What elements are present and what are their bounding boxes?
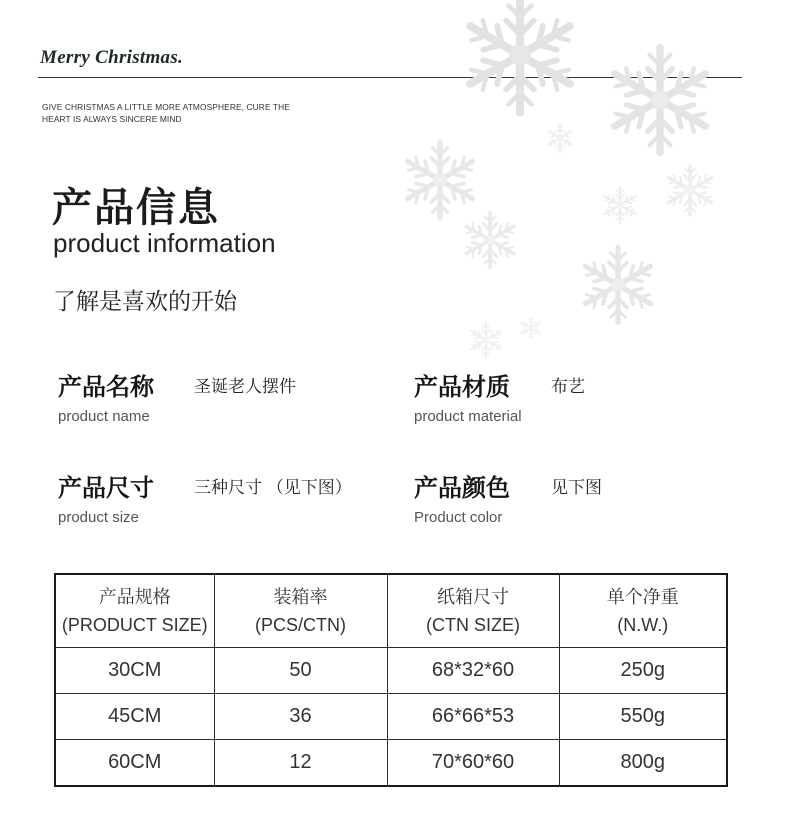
- table-cell: 60CM: [55, 740, 214, 787]
- info-product-size: [58, 468, 154, 526]
- tagline-line-1: GIVE CHRISTMAS A LITTLE MORE ATMOSPHERE, CURE THE: [42, 102, 290, 112]
- section-subtitle: 了解是喜欢的开始: [53, 288, 237, 314]
- table-row: [55, 740, 727, 787]
- info-product-color: [414, 468, 510, 526]
- info-label-cn: 产品颜色: [414, 475, 510, 502]
- info-value-product-material: 布艺: [551, 377, 585, 396]
- section-title-cn: 产品信息: [52, 185, 220, 230]
- snowflake-icon: [546, 124, 574, 152]
- table-cell: 66*66*53: [387, 694, 559, 740]
- info-value-product-color: 见下图: [551, 478, 602, 497]
- snowflake-icon: [603, 188, 638, 223]
- section-title-en: product information: [53, 228, 276, 258]
- info-value-product-size: 三种尺寸 （见下图）: [194, 478, 352, 497]
- snowflake-icon: [403, 143, 477, 218]
- table-cell: 550g: [559, 694, 727, 740]
- tagline: [42, 101, 322, 125]
- info-label-en: product material: [414, 408, 522, 425]
- snowflake-icon: [665, 165, 714, 215]
- snowflake-icon: [463, 0, 576, 113]
- table-cell: 12: [214, 740, 387, 787]
- table-header-row: [55, 574, 727, 648]
- info-product-material: [414, 367, 522, 425]
- info-label-en: product name: [58, 408, 150, 425]
- table-header-cell: 单个净重 (N.W.): [559, 574, 727, 648]
- info-label-en: product size: [58, 509, 139, 526]
- table-cell: 70*60*60: [387, 740, 559, 787]
- table-row: [55, 648, 727, 694]
- table-cell: 30CM: [55, 648, 214, 694]
- snowflake-icon: [463, 213, 517, 268]
- table-header-cell: 产品规格 (PRODUCT SIZE): [55, 574, 214, 648]
- info-value-product-name: 圣诞老人摆件: [194, 377, 296, 396]
- table-cell: 800g: [559, 740, 727, 787]
- info-label-cn: 产品名称: [58, 374, 154, 401]
- table-cell: 36: [214, 694, 387, 740]
- snowflake-icon: [469, 323, 504, 358]
- info-label-en: Product color: [414, 509, 503, 526]
- table-header-cell: 纸箱尺寸 (CTN SIZE): [387, 574, 559, 648]
- snowflake-decoration: [380, 0, 790, 420]
- spec-table: [54, 573, 728, 787]
- table-cell: 250g: [559, 648, 727, 694]
- header-divider: [38, 77, 742, 78]
- table-cell: 68*32*60: [387, 648, 559, 694]
- snowflake-icon: [520, 317, 542, 339]
- table-cell: 45CM: [55, 694, 214, 740]
- info-label-cn: 产品尺寸: [58, 475, 154, 502]
- snowflake-icon: [581, 248, 655, 323]
- brand-title: Merry Christmas.: [40, 47, 184, 68]
- table-header-cell: 装箱率 (PCS/CTN): [214, 574, 387, 648]
- table-cell: 50: [214, 648, 387, 694]
- table-row: [55, 694, 727, 740]
- info-product-name: [58, 367, 154, 425]
- snowflake-icon: [608, 48, 712, 153]
- tagline-line-2: HEART IS ALWAYS SINCERE MIND: [42, 114, 182, 124]
- info-label-cn: 产品材质: [414, 374, 510, 401]
